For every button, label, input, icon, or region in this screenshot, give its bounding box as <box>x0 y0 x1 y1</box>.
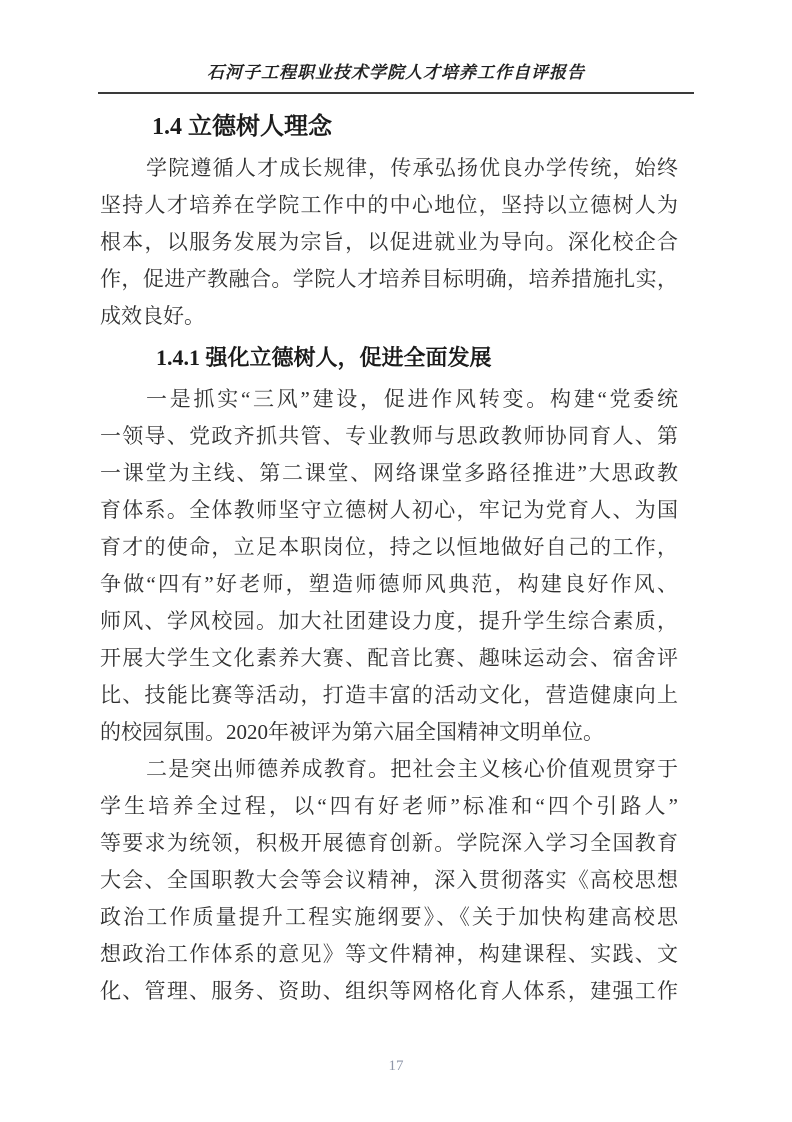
text-line: 师风、学风校园。加大社团建设力度，提升学生综合素质， <box>100 609 678 633</box>
text-line: 坚持人才培养在学院工作中的中心地位，坚持以立德树人为 <box>100 193 678 217</box>
page-body <box>100 112 678 1010</box>
paragraph <box>100 381 678 751</box>
text-line: 一课堂为主线、第二课堂、网络课堂多路径推进”大思政教 <box>100 461 678 485</box>
text-line: 作，促进产教融合。学院人才培养目标明确，培养措施扎实， <box>100 267 678 291</box>
text-line: 开展大学生文化素养大赛、配音比赛、趣味运动会、宿舍评 <box>100 646 678 670</box>
paragraph <box>100 751 678 1010</box>
running-header <box>98 62 694 94</box>
text-line: 学生培养全过程，以“四有好老师”标准和“四个引路人” <box>100 794 678 818</box>
text-line: 育体系。全体教师坚守立德树人初心，牢记为党育人、为国 <box>100 498 678 522</box>
text-line: 一是抓实“三风”建设，促进作风转变。构建“党委统 <box>146 387 678 411</box>
text-line: 争做“四有”好老师，塑造师德师风典范，构建良好作风、 <box>100 572 678 596</box>
document-title: 石河子工程职业技术学院人才培养工作自评报告 <box>207 63 585 82</box>
text-line: 二是突出师德养成教育。把社会主义核心价值观贯穿于 <box>146 757 678 781</box>
text-line: 育才的使命，立足本职岗位，持之以恒地做好自己的工作， <box>100 535 678 559</box>
page-number: 17 <box>388 1058 404 1074</box>
text-line: 成效良好。 <box>100 304 205 328</box>
paragraph <box>100 150 678 335</box>
subsection-heading: 1.4.1 强化立德树人，促进全面发展 <box>156 345 492 370</box>
text-line: 比、技能比赛等活动，打造丰富的活动文化，营造健康向上 <box>100 683 678 707</box>
text-line: 学院遵循人才成长规律，传承弘扬优良办学传统，始终 <box>146 156 678 180</box>
section-heading: 1.4 立德树人理念 <box>152 114 332 140</box>
text-line: 政治工作质量提升工程实施纲要》、《关于加快构建高校思 <box>100 905 678 929</box>
text-line: 化、管理、服务、资助、组织等网格化育人体系，建强工作 <box>100 979 678 1003</box>
text-line: 大会、全国职教大会等会议精神，深入贯彻落实《高校思想 <box>100 868 678 892</box>
text-line: 等要求为统领，积极开展德育创新。学院深入学习全国教育 <box>100 831 678 855</box>
text-line: 根本，以服务发展为宗旨，以促进就业为导向。深化校企合 <box>100 230 678 254</box>
text-line: 的校园氛围。2020年被评为第六届全国精神文明单位。 <box>100 720 604 744</box>
text-line: 一领导、党政齐抓共管、专业教师与思政教师协同育人、第 <box>100 424 678 448</box>
text-line: 想政治工作体系的意见》等文件精神，构建课程、实践、文 <box>100 942 678 966</box>
